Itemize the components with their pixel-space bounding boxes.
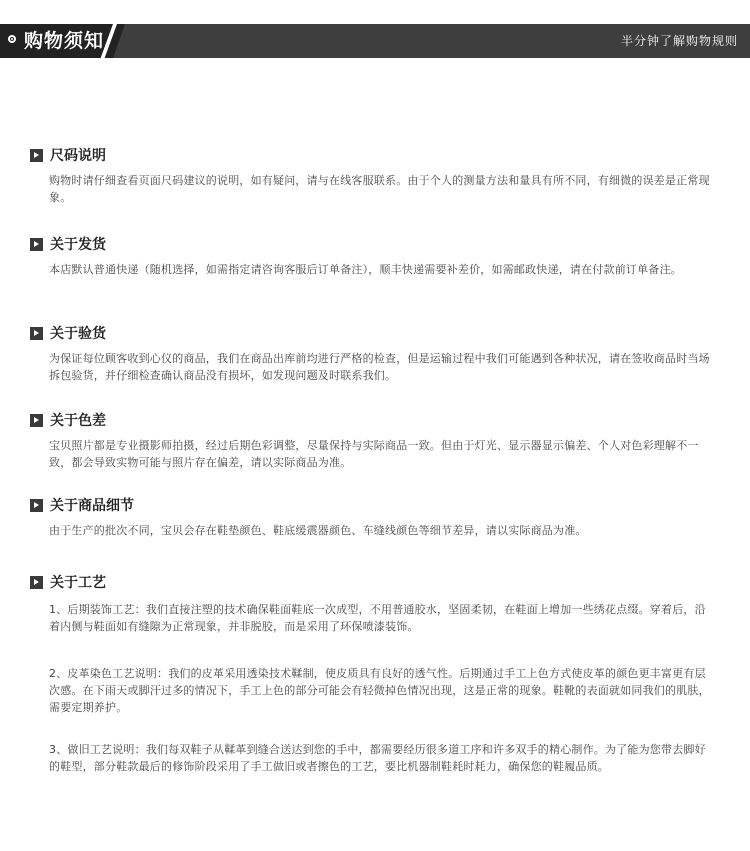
section-body: 本店默认普通快递（随机选择，如需指定请咨询客服后订单备注），顺丰快递需要补差价，如需邮政快递，请在付款前订单备注。	[49, 263, 682, 276]
arrow-box-icon	[30, 499, 43, 512]
section-title: 关于发货	[50, 237, 106, 253]
arrow-box-icon	[30, 238, 43, 251]
section-title: 关于色差	[50, 413, 106, 429]
section-body: 宝贝照片都是专业摄影师拍摄，经过后期色彩调整，尽量保持与实际商品一致。但由于灯光、显示器显示偏差、个人对色彩理解不一致，都会导致实物可能与照片存在偏差，请以实际商品为准。	[49, 439, 699, 469]
section-product-details	[30, 496, 714, 539]
section-title: 尺码说明	[50, 148, 106, 164]
section-size	[30, 146, 714, 206]
section-heading	[30, 496, 714, 516]
section-body: 由于生产的批次不同，宝贝会存在鞋垫颜色、鞋底缓震器颜色、车缝线颜色等细节差异，请以实际商品为准。	[49, 524, 587, 537]
arrow-box-icon	[30, 414, 43, 427]
craft-item-leather-dyeing: 2、皮革染色工艺说明：我们的皮革采用透染技术鞣制，使皮质具有良好的透气性。后期通过手工上色方式使皮革的颜色更丰富更有层次感。在下雨天或脚汗过多的情况下，手工上色的部分可能会有轻微掉色情况出现，这是正常的现象。鞋靴的表面就如同我们的肌肤，需要定期养护。	[49, 667, 710, 714]
craft-item-decoration: 1、后期装饰工艺：我们直接注塑的技术确保鞋面鞋底一次成型，不用普通胶水，坚固柔韧，在鞋面上增加一些绣花点缀。穿着后，沿着内侧与鞋面如有缝隙为正常现象，并非脱胶，而是采用了环保喷漆装饰。	[49, 603, 706, 633]
section-heading	[30, 324, 714, 344]
section-inspection	[30, 324, 714, 384]
section-shipping	[30, 235, 714, 278]
section-heading	[30, 146, 714, 166]
section-title: 关于商品细节	[50, 498, 134, 514]
section-body: 购物时请仔细查看页面尺码建议的说明，如有疑问，请与在线客服联系。由于个人的测量方法和量具有所不同，有细微的误差是正常现象。	[49, 174, 710, 204]
header-subtitle: 半分钟了解购物规则	[620, 34, 738, 48]
arrow-box-icon	[30, 327, 43, 340]
bullet-circle-icon	[8, 35, 16, 43]
section-title: 关于验货	[50, 326, 106, 342]
section-craftsmanship	[30, 573, 714, 775]
section-heading	[30, 235, 714, 255]
header-title: 购物须知	[24, 30, 105, 52]
header-bar	[0, 24, 750, 58]
section-heading	[30, 573, 714, 593]
craft-item-distressing: 3、做旧工艺说明：我们每双鞋子从鞣革到缝合送达到您的手中，都需要经历很多道工序和许多双手的精心制作。为了能为您带去脚好的鞋型，部分鞋款最后的修饰阶段采用了手工做旧或者擦色的工艺，要比机器制鞋耗时耗力，确保您的鞋履品质。	[49, 743, 706, 773]
arrow-box-icon	[30, 576, 43, 589]
section-body: 为保证每位顾客收到心仪的商品，我们在商品出库前均进行严格的检查，但是运输过程中我们可能遇到各种状况，请在签收商品时当场拆包验货，并仔细检查确认商品没有损坏，如发现问题及时联系我们。	[49, 352, 710, 382]
section-heading	[30, 411, 714, 431]
section-title: 关于工艺	[50, 575, 106, 591]
arrow-box-icon	[30, 149, 43, 162]
section-color-difference	[30, 411, 714, 471]
